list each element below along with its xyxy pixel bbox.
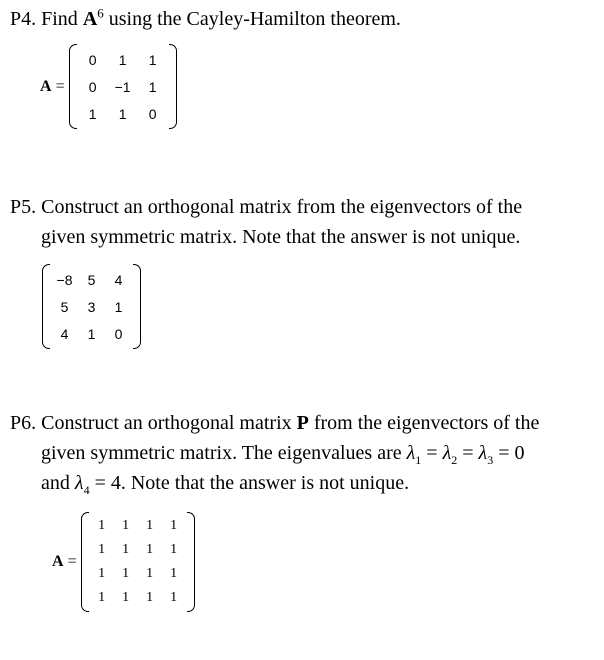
- p4-lhs: A =: [40, 77, 65, 95]
- matrix-cell: 1: [148, 78, 157, 95]
- matrix-row: [78, 46, 168, 73]
- matrix-cell: 1: [146, 518, 154, 533]
- matrix-cell: 3: [87, 298, 96, 315]
- matrix-cell: 1: [98, 590, 106, 605]
- p5-statement: P5. Construct an orthogonal matrix from the eigenvectors of the given symmetric matrix. Note that the answer is not unique.: [10, 196, 523, 248]
- p4-label: P4.: [10, 8, 37, 30]
- matrix-cell: 1: [122, 518, 130, 533]
- matrix-row: [78, 73, 168, 100]
- matrix-cell: 1: [88, 105, 97, 122]
- matrix-cell: 1: [146, 590, 154, 605]
- matrix-cell: 4: [60, 325, 69, 342]
- matrix-row: [51, 266, 132, 293]
- p5-equation: [42, 264, 141, 349]
- matrix-cell: 0: [114, 325, 123, 342]
- p6-equation: [52, 512, 195, 612]
- p4-equation: [40, 44, 177, 129]
- matrix-row: [90, 514, 186, 538]
- matrix-cell: 1: [114, 298, 123, 315]
- p6-statement: P6. Construct an orthogonal matrix P from the eigenvectors of the given symmetric matrix. The eigenvalues are $\lambda_1 = \lambda_2 = \lambda_3 = 0$ and $\lambda_4 = 4$. Note that the answer is not unique.: [10, 408, 598, 498]
- matrix-cell: 1: [146, 566, 154, 581]
- matrix-cell: 5: [60, 298, 69, 315]
- matrix-cell: −8: [56, 271, 73, 288]
- matrix-cell: 1: [170, 590, 178, 605]
- p6-label: P6.: [10, 412, 37, 434]
- matrix-cell: 1: [98, 566, 106, 581]
- matrix-cell: 1: [87, 325, 96, 342]
- matrix-row: [90, 562, 186, 586]
- matrix-cell: 1: [118, 105, 127, 122]
- p5-matrix: [42, 264, 141, 349]
- matrix-row: [51, 320, 132, 347]
- matrix-a-symbol: A: [82, 8, 98, 30]
- matrix-cell: 1: [122, 590, 130, 605]
- matrix-p-symbol: P: [296, 412, 309, 434]
- matrix-row: [90, 538, 186, 562]
- matrix-cell: 1: [148, 51, 157, 68]
- p4-statement: P4. Find $A^6$ using the Cayley-Hamilton theorem.: [10, 5, 401, 30]
- matrix-cell: 1: [170, 542, 178, 557]
- matrix-cell: 0: [148, 105, 157, 122]
- p5-label: P5.: [10, 196, 37, 218]
- matrix-cell: −1: [114, 78, 131, 95]
- matrix-cell: 5: [87, 271, 96, 288]
- problem-p4: [10, 4, 598, 34]
- matrix-cell: 1: [98, 542, 106, 557]
- p6-lhs: A =: [52, 553, 77, 570]
- eigenvalue-line: given symmetric matrix. The eigenvalues are $\lambda_1 = \lambda_2 = \lambda_3 = 0$: [41, 442, 525, 467]
- power-exponent: 6: [97, 5, 104, 21]
- matrix-cell: 1: [146, 542, 154, 557]
- matrix-cell: 1: [170, 518, 178, 533]
- matrix-cell: 1: [170, 566, 178, 581]
- problem-p5: [10, 192, 598, 252]
- matrix-cell: 1: [122, 566, 130, 581]
- p6-matrix: [81, 512, 195, 612]
- matrix-row: [51, 293, 132, 320]
- matrix-cell: 1: [122, 542, 130, 557]
- matrix-cell: 1: [118, 51, 127, 68]
- matrix-row: [90, 586, 186, 610]
- matrix-row: [78, 100, 168, 127]
- p4-matrix: [69, 44, 177, 129]
- matrix-cell: 0: [88, 51, 97, 68]
- matrix-cell: 4: [114, 271, 123, 288]
- matrix-cell: 1: [98, 518, 106, 533]
- matrix-cell: 0: [88, 78, 97, 95]
- problem-p6: [10, 408, 598, 498]
